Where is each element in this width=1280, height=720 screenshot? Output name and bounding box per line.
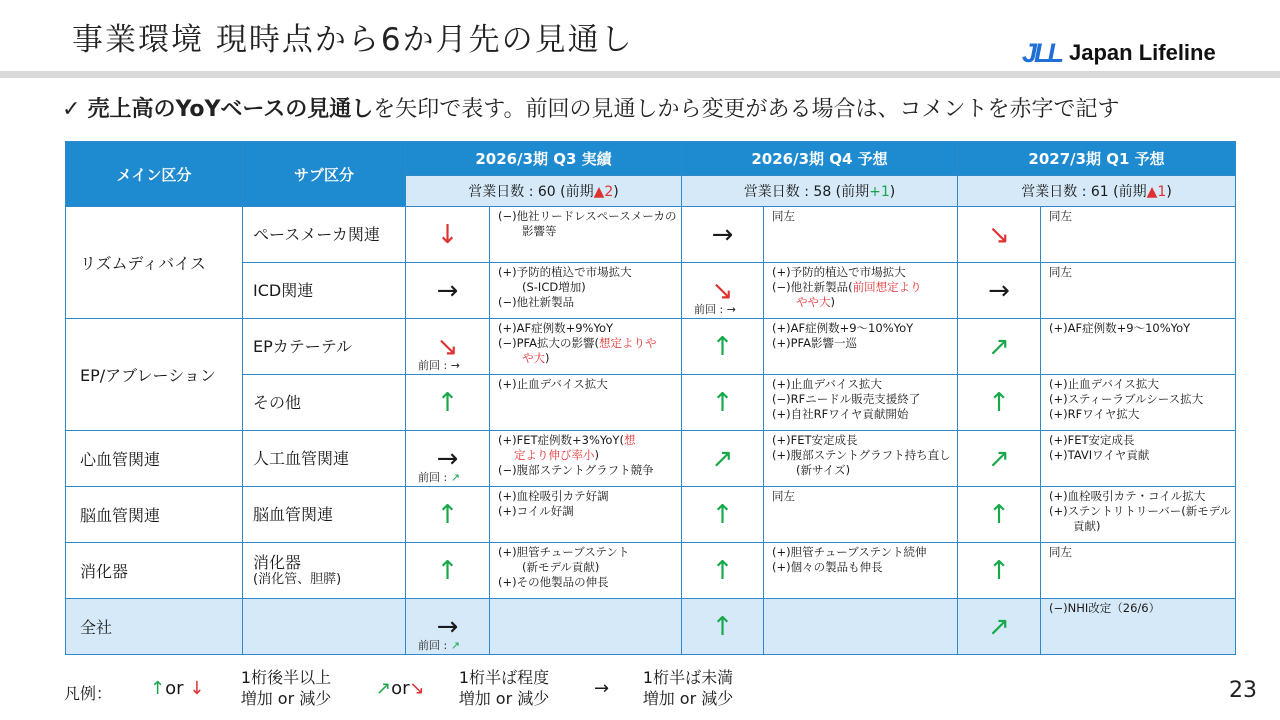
comment-cell: 同左: [764, 487, 958, 543]
days-change-mark: ▲2: [593, 184, 614, 200]
arrow-down-icon: ↓: [406, 207, 490, 263]
header-sub-category: サブ区分: [243, 142, 406, 207]
comment-cell: (−)NHI改定（26/6）: [1041, 599, 1236, 655]
business-days-q4: 営業日数 : 58 (前期+1): [682, 176, 958, 207]
empty-cell: [490, 599, 682, 655]
comment-cell: (+)胆管チューブステント (新モデル貢献) (+)その他製品の伸長: [490, 543, 682, 599]
comment-cell: (+)FET症例数+3%YoY(想 定より伸び率小) (−)腹部ステントグラフト競争: [490, 431, 682, 487]
main-category-cardio: 心血管関連: [66, 431, 243, 487]
subtitle: [62, 92, 1120, 123]
arrow-up-icon: ↑: [682, 319, 764, 375]
sub-category-pacemaker: ペースメーカ関連: [243, 207, 406, 263]
previous-outlook: 前回 : ↗: [418, 471, 460, 484]
main-category-rhythm: リズムディバイス: [66, 207, 243, 319]
comment-cell: (+)胆管チューブステント続伸 (+)個々の製品も伸長: [764, 543, 958, 599]
sub-category-ep-catheter: EPカテーテル: [243, 319, 406, 375]
arrow-up-icon: ↑: [406, 543, 490, 599]
days-change-mark: +1: [869, 184, 890, 200]
comment-cell: (+)AF症例数+9～10%YoY (+)PFA影響一巡: [764, 319, 958, 375]
arrow-up-icon: ↑: [958, 375, 1041, 431]
legend-label: 凡例：: [64, 684, 113, 703]
arrow-right-icon: →: [682, 207, 764, 263]
arrow-up-icon: ↑: [958, 487, 1041, 543]
comment-cell: (−)他社リードレスペースメーカの 影響等: [490, 207, 682, 263]
subtitle-bold: 売上高のYoYベースの見通し: [87, 97, 374, 122]
table-row-total: [66, 599, 1236, 655]
comment-cell: (+)予防的植込で市場拡大 (S-ICD増加) (−)他社新製品: [490, 263, 682, 319]
arrow-up-right-icon: ↗: [958, 319, 1041, 375]
arrow-up-icon: ↑: [406, 375, 490, 431]
arrow-up-right-icon: ↗: [958, 599, 1041, 655]
legend-a-arrows: ↑or ↓: [150, 678, 205, 699]
previous-outlook: 前回 : ↗: [418, 639, 460, 652]
arrow-up-icon: ↑: [406, 487, 490, 543]
empty-cell: [243, 599, 406, 655]
arrow-right-icon: →: [436, 443, 459, 474]
previous-outlook: 前回 : →: [418, 359, 460, 372]
arrow-up-icon: ↑: [682, 599, 764, 655]
arrow-up-icon: ↑: [150, 678, 166, 699]
sub-category-gi: 消化器 (消化管、胆膵): [243, 543, 406, 599]
business-days-q3: 営業日数 : 60 (前期▲2): [406, 176, 682, 207]
arrow-right-icon: →: [594, 678, 610, 699]
comment-cell: (+)止血デバイス拡大: [490, 375, 682, 431]
jll-logo-mark: JLL: [1022, 37, 1062, 68]
legend-a-text: 1桁後半以上 増加 or 減少: [240, 668, 332, 708]
main-category-neuro: 脳血管関連: [66, 487, 243, 543]
logo-text: Japan Lifeline: [1069, 40, 1216, 65]
table-row: [66, 487, 1236, 543]
check-icon: ✓: [62, 97, 81, 122]
subtitle-rest: を矢印で表す。前回の見通しから変更がある場合は、コメントを赤字で記す: [373, 97, 1120, 122]
comment-cell: 同左: [1041, 263, 1236, 319]
arrow-up-right-icon: ↗: [450, 471, 460, 484]
header-period-q3: 2026/3期 Q3 実績: [406, 142, 682, 176]
page-title: 事業環境 現時点から6か月先の見通し: [72, 22, 634, 58]
comment-cell: (+)AF症例数+9～10%YoY: [1041, 319, 1236, 375]
arrow-up-icon: ↑: [682, 487, 764, 543]
comment-cell: (+)AF症例数+9%YoY (−)PFA拡大の影響(想定よりや や大): [490, 319, 682, 375]
legend-b-text: 1桁半ば程度 増加 or 減少: [458, 668, 550, 708]
arrow-cell: [406, 599, 490, 655]
comment-cell: 同左: [1041, 207, 1236, 263]
sub-category-note: (消化管、胆膵): [253, 572, 342, 588]
previous-outlook: 前回 : →: [694, 303, 736, 316]
main-category-ep: EP/アブレーション: [66, 319, 243, 431]
empty-cell: [764, 599, 958, 655]
arrow-right-icon: →: [958, 263, 1041, 319]
sub-category-icd: ICD関連: [243, 263, 406, 319]
page-number: 23: [1229, 678, 1257, 703]
comment-cell: (+)血栓吸引カテ好調 (+)コイル好調: [490, 487, 682, 543]
comment-cell: 同左: [764, 207, 958, 263]
table-row: [66, 319, 1236, 375]
arrow-up-icon: ↑: [682, 543, 764, 599]
comment-cell: (+)血栓吸引カテ・コイル拡大 (+)ステントリトリーバー(新モデル 貢献): [1041, 487, 1236, 543]
main-category-total: 全社: [66, 599, 243, 655]
arrow-cell: [682, 263, 764, 319]
legend-c-text: 1桁半ば未満 増加 or 減少: [642, 668, 734, 708]
arrow-up-icon: ↑: [958, 543, 1041, 599]
comment-cell: 同左: [1041, 543, 1236, 599]
legend: [64, 668, 824, 714]
business-days-q1: 営業日数 : 61 (前期▲1): [958, 176, 1236, 207]
arrow-up-right-icon: ↗: [376, 678, 392, 699]
header-period-q1: 2027/3期 Q1 予想: [958, 142, 1236, 176]
sub-category-ep-other: その他: [243, 375, 406, 431]
company-logo: [1022, 38, 1216, 68]
arrow-down-right-icon: ↘: [436, 331, 459, 362]
header-main-category: メイン区分: [66, 142, 243, 207]
sub-category-vascular-graft: 人工血管関連: [243, 431, 406, 487]
arrow-up-icon: ↑: [682, 375, 764, 431]
comment-cell: (+)FET安定成長 (+)腹部ステントグラフト持ち直し (新サイズ): [764, 431, 958, 487]
arrow-right-icon: →: [436, 611, 459, 642]
comment-cell: (+)予防的植込で市場拡大 (−)他社新製品(前回想定より やや大): [764, 263, 958, 319]
arrow-up-right-icon: ↗: [450, 639, 460, 652]
table-row: [66, 431, 1236, 487]
arrow-up-right-icon: ↗: [958, 431, 1041, 487]
arrow-down-right-icon: ↘: [958, 207, 1041, 263]
arrow-down-icon: ↓: [189, 678, 205, 699]
comment-cell: (+)止血デバイス拡大 (+)スティーラブルシース拡大 (+)RFワイヤ拡大: [1041, 375, 1236, 431]
arrow-right-icon: →: [406, 263, 490, 319]
arrow-up-right-icon: ↗: [682, 431, 764, 487]
title-divider: [0, 71, 1280, 78]
arrow-down-right-icon: ↘: [711, 275, 734, 306]
table-row: [66, 207, 1236, 263]
comment-cell: (+)止血デバイス拡大 (−)RFニードル販売支援終了 (+)自社RFワイヤ貢献開始: [764, 375, 958, 431]
legend-b-arrows: ↗or↘: [376, 678, 425, 699]
header-period-q4: 2026/3期 Q4 予想: [682, 142, 958, 176]
comment-cell: (+)FET安定成長 (+)TAVIワイヤ貢献: [1041, 431, 1236, 487]
outlook-table: [65, 141, 1236, 655]
table-row: [66, 543, 1236, 599]
arrow-cell: [406, 431, 490, 487]
arrow-down-right-icon: ↘: [409, 678, 425, 699]
days-change-mark: ▲1: [1146, 184, 1167, 200]
sub-category-neuro: 脳血管関連: [243, 487, 406, 543]
main-category-gi: 消化器: [66, 543, 243, 599]
arrow-cell: [406, 319, 490, 375]
